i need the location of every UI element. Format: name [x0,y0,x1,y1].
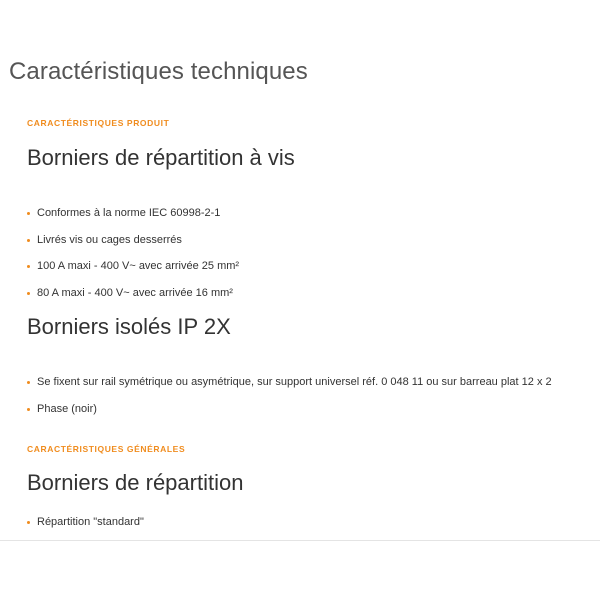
feature-list-borniers-repartition-vis [27,206,239,312]
group-title-borniers-repartition: Borniers de répartition [27,470,244,495]
divider [0,540,600,541]
section-label-general: CARACTÉRISTIQUES GÉNÉRALES [27,444,186,454]
list-item: Répartition "standard" [27,515,144,542]
section-label-product: CARACTÉRISTIQUES PRODUIT [27,118,170,128]
list-item: Conformes à la norme IEC 60998-2-1 [27,206,239,233]
feature-list-borniers-repartition [27,515,144,542]
list-item: Se fixent sur rail symétrique ou asymétrique, sur support universel réf. 0 048 11 ou sur barreau plat 12 x 2 [27,375,552,402]
list-item: Livrés vis ou cages desserrés [27,233,239,260]
page-title: Caractéristiques techniques [9,58,308,85]
feature-list-borniers-isoles [27,375,552,428]
list-item: 80 A maxi - 400 V~ avec arrivée 16 mm² [27,286,239,313]
list-item: Phase (noir) [27,402,552,429]
group-title-borniers-repartition-vis: Borniers de répartition à vis [27,145,295,170]
group-title-borniers-isoles: Borniers isolés IP 2X [27,314,231,339]
list-item: 100 A maxi - 400 V~ avec arrivée 25 mm² [27,259,239,286]
